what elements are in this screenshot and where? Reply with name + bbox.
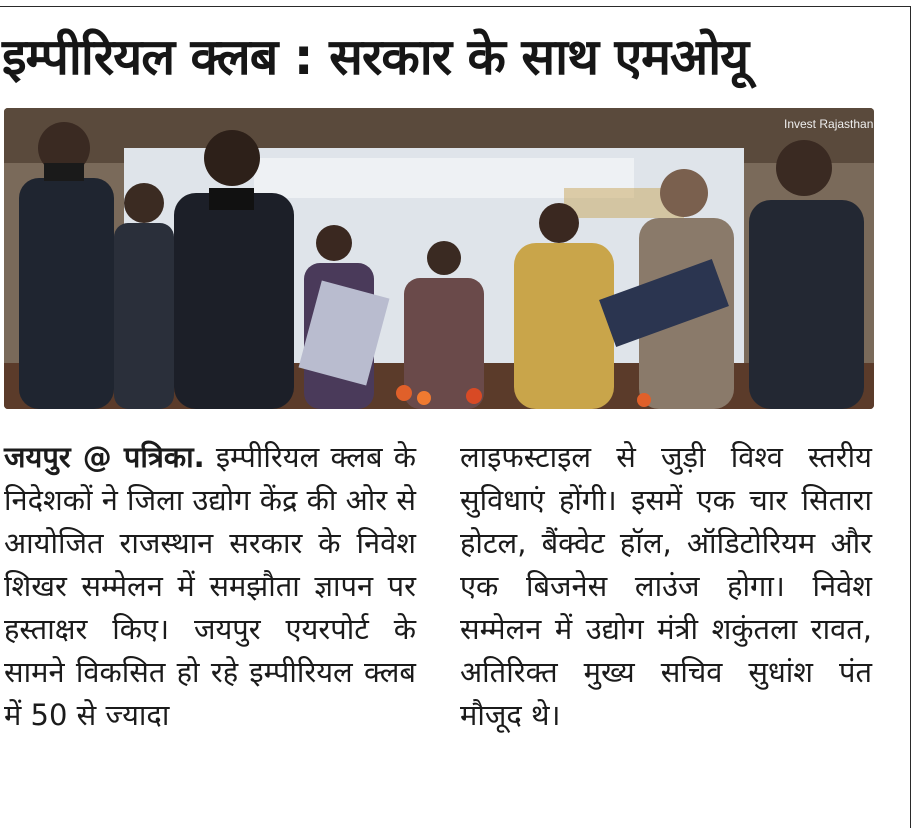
body-text-col1: इम्पीरियल क्लब के निदेशकों ने जिला उद्योग केंद्र की ओर से आयोजित राजस्थान सरकार के निवेश शिखर सम्मेलन में समझौता ज्ञापन पर हस्ताक्षर किए। जयपुर एयरपोर्ट के सामने विकसित हो रहे इम्पीरियल क्लब में 50 से ज्यादा (4, 440, 417, 732)
photo-illustration (4, 108, 874, 409)
banner-text: Invest Rajasthan (784, 117, 874, 131)
headline: इम्पीरियल क्लब : सरकार के साथ एमओयू (2, 28, 749, 86)
dateline: जयपुर @ पत्रिका. (4, 440, 205, 474)
article-column-1 (4, 436, 416, 737)
news-photo (4, 108, 874, 409)
body-text-col2: लाइफस्टाइल से जुड़ी विश्व स्तरीय सुविधाएं होंगी। इसमें एक चार सितारा होटल, बैंक्वेट हॉल, ऑडिटोरियम और एक बिजनेस लाउंज होगा। निवेश सम्मेलन में उद्योग मंत्री शकुंतला रावत, अतिरिक्त मुख्य सचिव सुधांश पंत मौजूद थे। (460, 440, 872, 732)
top-rule (0, 6, 910, 7)
right-rule (910, 6, 911, 828)
article-column-2 (460, 436, 872, 737)
